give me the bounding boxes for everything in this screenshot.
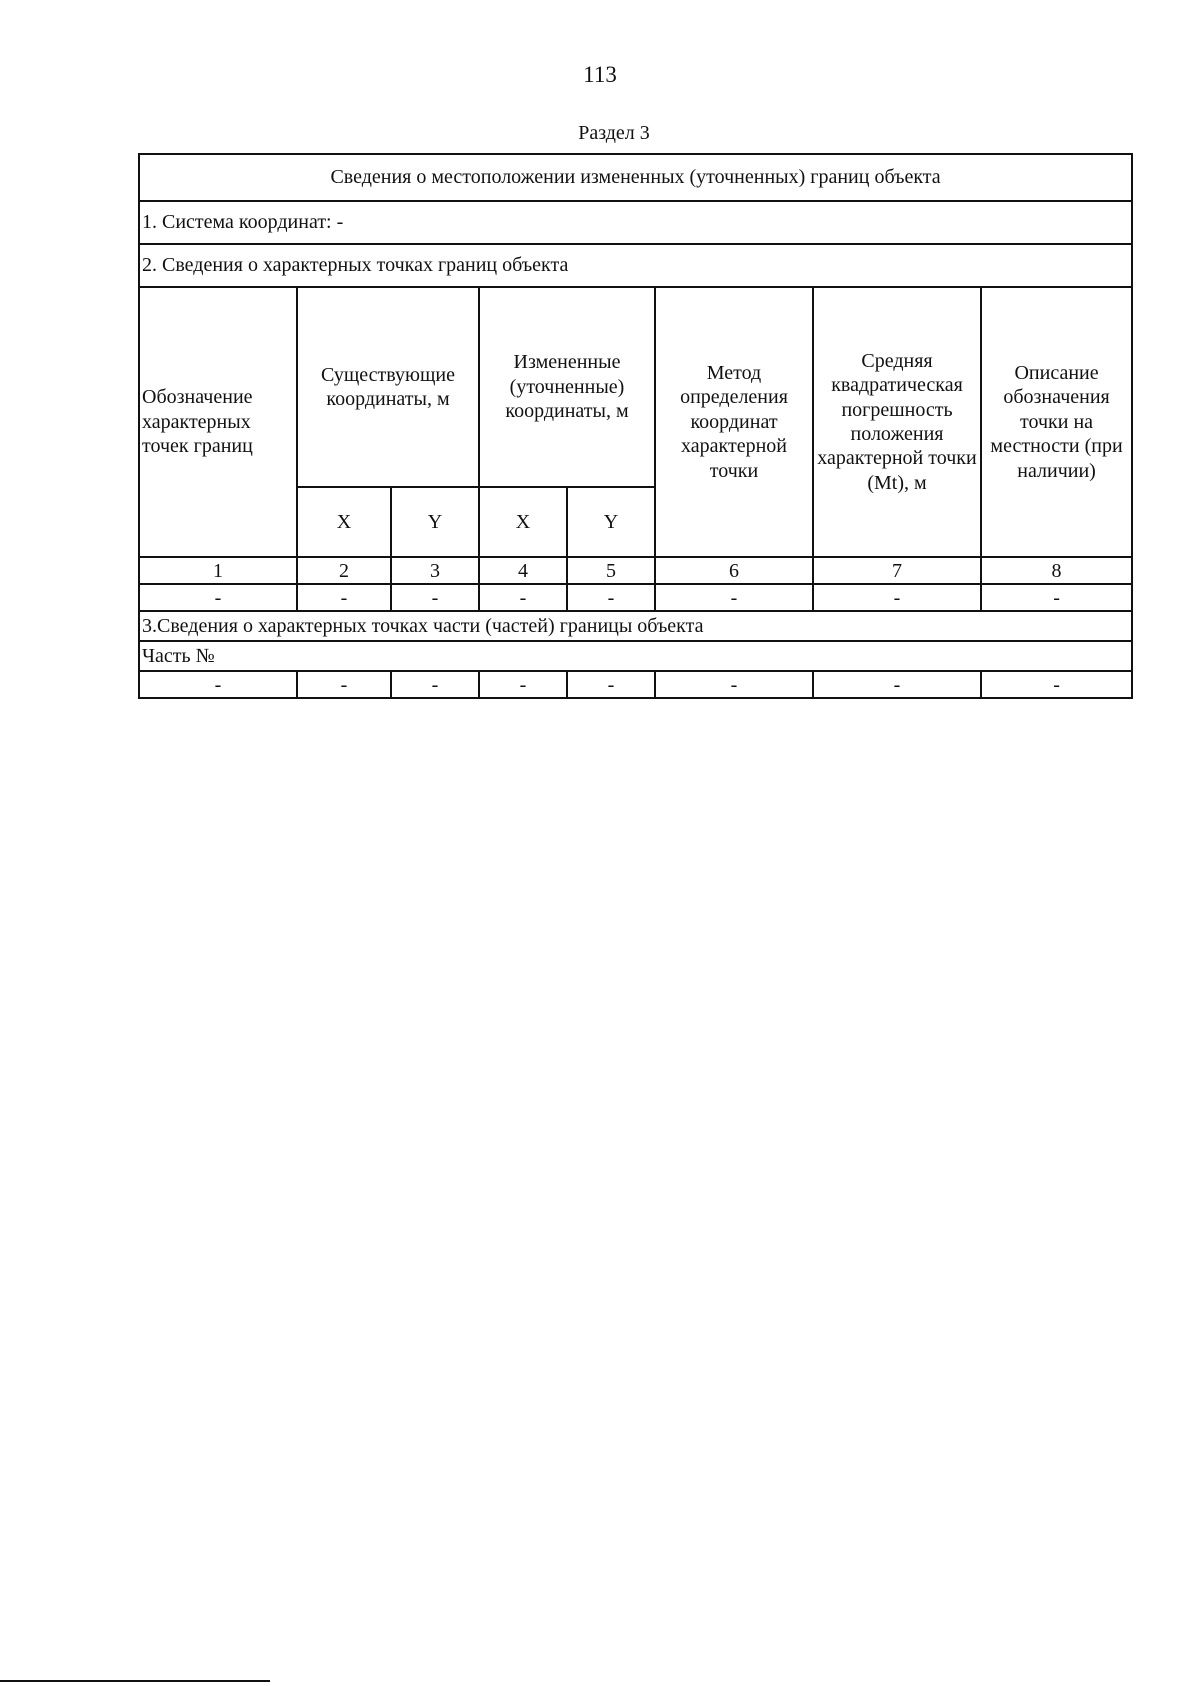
header-x-changed: X xyxy=(479,487,567,557)
part-label-row xyxy=(139,641,1132,671)
table-cell: - xyxy=(139,584,297,611)
table-title-row xyxy=(139,154,1132,201)
column-numbers-row xyxy=(139,557,1132,584)
table-cell: - xyxy=(655,584,813,611)
points-heading: 2. Сведения о характерных точках границ объекта xyxy=(139,244,1132,287)
table-cell: - xyxy=(139,671,297,698)
column-number: 6 xyxy=(655,557,813,584)
parts-heading: 3.Сведения о характерных точках части (частей) границы объекта xyxy=(139,611,1132,641)
table-cell: - xyxy=(981,584,1132,611)
table-title: Сведения о местоположении измененных (уточненных) границ объекта xyxy=(139,154,1132,201)
column-number: 4 xyxy=(479,557,567,584)
column-number: 7 xyxy=(813,557,981,584)
header-method: Метод определения координат характерной точки xyxy=(655,287,813,557)
coordinate-system: 1. Система координат: - xyxy=(139,201,1132,244)
header-description: Описание обозначения точки на местности (при наличии) xyxy=(981,287,1132,557)
coordinate-system-row xyxy=(139,201,1132,244)
column-number: 8 xyxy=(981,557,1132,584)
table-cell: - xyxy=(391,671,479,698)
header-y-changed: Y xyxy=(567,487,655,557)
column-number: 2 xyxy=(297,557,391,584)
column-number: 3 xyxy=(391,557,479,584)
header-y-existing: Y xyxy=(391,487,479,557)
parts-heading-row xyxy=(139,611,1132,641)
header-point-designation: Обозначение характерных точек границ xyxy=(139,287,297,557)
part-label: Часть № xyxy=(139,641,1132,671)
header-changed-coords: Измененные (уточненные) координаты, м xyxy=(479,287,655,487)
table-cell: - xyxy=(567,584,655,611)
table-cell: - xyxy=(813,584,981,611)
table-cell: - xyxy=(567,671,655,698)
table-cell: - xyxy=(391,584,479,611)
page-number: 113 xyxy=(583,62,617,87)
header-existing-coords: Существующие координаты, м xyxy=(297,287,479,487)
table-cell: - xyxy=(655,671,813,698)
boundary-table xyxy=(138,153,1133,699)
column-number: 1 xyxy=(139,557,297,584)
footer-divider xyxy=(0,1680,270,1682)
column-number: 5 xyxy=(567,557,655,584)
table-cell: - xyxy=(479,584,567,611)
table-cell: - xyxy=(297,584,391,611)
table-cell: - xyxy=(981,671,1132,698)
header-mean-error: Средняя квадратическая погрешность положения характерной точки (Mt), м xyxy=(813,287,981,557)
table-cell: - xyxy=(297,671,391,698)
section-title: Раздел 3 xyxy=(578,122,650,144)
header-x-existing: X xyxy=(297,487,391,557)
table-row xyxy=(139,584,1132,611)
table-cell: - xyxy=(813,671,981,698)
header-row xyxy=(139,287,1132,487)
table-row xyxy=(139,671,1132,698)
points-heading-row xyxy=(139,244,1132,287)
table-cell: - xyxy=(479,671,567,698)
